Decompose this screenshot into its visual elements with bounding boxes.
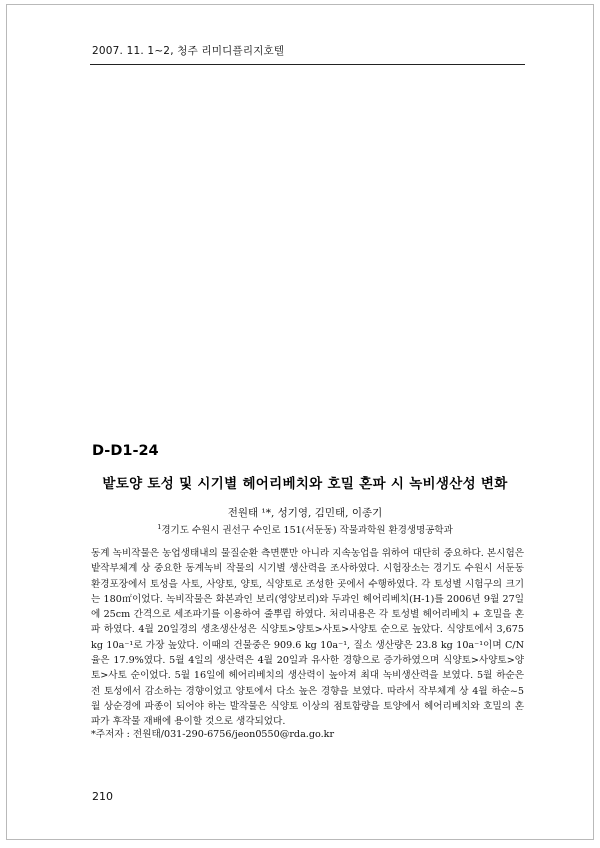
- page-number: 210: [92, 790, 113, 803]
- abstract-paragraph: 동계 녹비작물은 농업생태내의 물질순환 측면뿐만 아니라 지속농업을 위하여 대단히 중요하다. 본시험은 밭작부체계 상 중요한 동계녹비 작물의 시기별 생산력을 조사하였다. 시험장소는 경기도 수원시 서둔동 환경포장에서 토성을 사토, 사양토, 양토, 식양토로 조성한 곳에서 수행하였다. 각 토성별 시험구의 크기는 180㎡이었다. 녹비작물은 화본과인 보리(영양보리)와 두과인 헤어리베치(H-1)를 2006년 9월 27일에 25cm 간격으로 세조파기를 이용하여 줄뿌림 하였다. 처리내용은 각 토성별 헤어리베치 + 호밀을 혼파 하였다. 4월 20일경의 생초생산성은 식양토>양토>사토>사양토 순으로 높았다. 식양토에서 3,675 kg 10a⁻¹로 가장 높았다. 이때의 건물중은 909.6 kg 10a⁻¹, 질소 생산량은 23.8 kg 10a⁻¹이며 C/N율은 17.9%였다. 5월 4일의 생산력은 4월 20일과 유사한 경향으로 증가하였으며 식양토>사양토>양토>사토 순이었다. 5월 16일에 헤어리베치의 생산력이 높아져 최대 녹비생산력을 보였다. 5월 하순은 전 토성에서 감소하는 경향이었고 양토에서 다소 높은 경향을 보였다. 따라서 작부체계 상 4월 하순~5월 상순경에 파종이 되어야 하는 발작물은 식양토 이상의 점토함량을 토양에서 헤어리베치와 호밀의 혼파가 후작물 재배에 용이할 것으로 생각되었다.: [91, 548, 524, 728]
- affiliation-mark: 1: [157, 522, 162, 531]
- running-header: 2007. 11. 1~2, 청주 리미디플리지호텔: [92, 45, 285, 57]
- corresponding-author: *주저자 : 전원태/031-290-6756/jeon0550@rda.go.kr: [91, 729, 335, 740]
- author-list: 전원태 ¹*, 성기영, 김민태, 이종기: [227, 507, 383, 519]
- abstract-body: [91, 546, 524, 730]
- header-rule: [90, 64, 525, 65]
- abstract-id: D-D1-24: [92, 443, 159, 459]
- affiliation-text: 경기도 수원시 권선구 수인로 151(서둔동) 작물과학원 환경생명공학과: [161, 525, 453, 536]
- affiliation: [90, 522, 520, 536]
- abstract-title: 밭토양 토성 및 시기별 헤어리베치와 호밀 혼파 시 녹비생산성 변화: [102, 476, 508, 492]
